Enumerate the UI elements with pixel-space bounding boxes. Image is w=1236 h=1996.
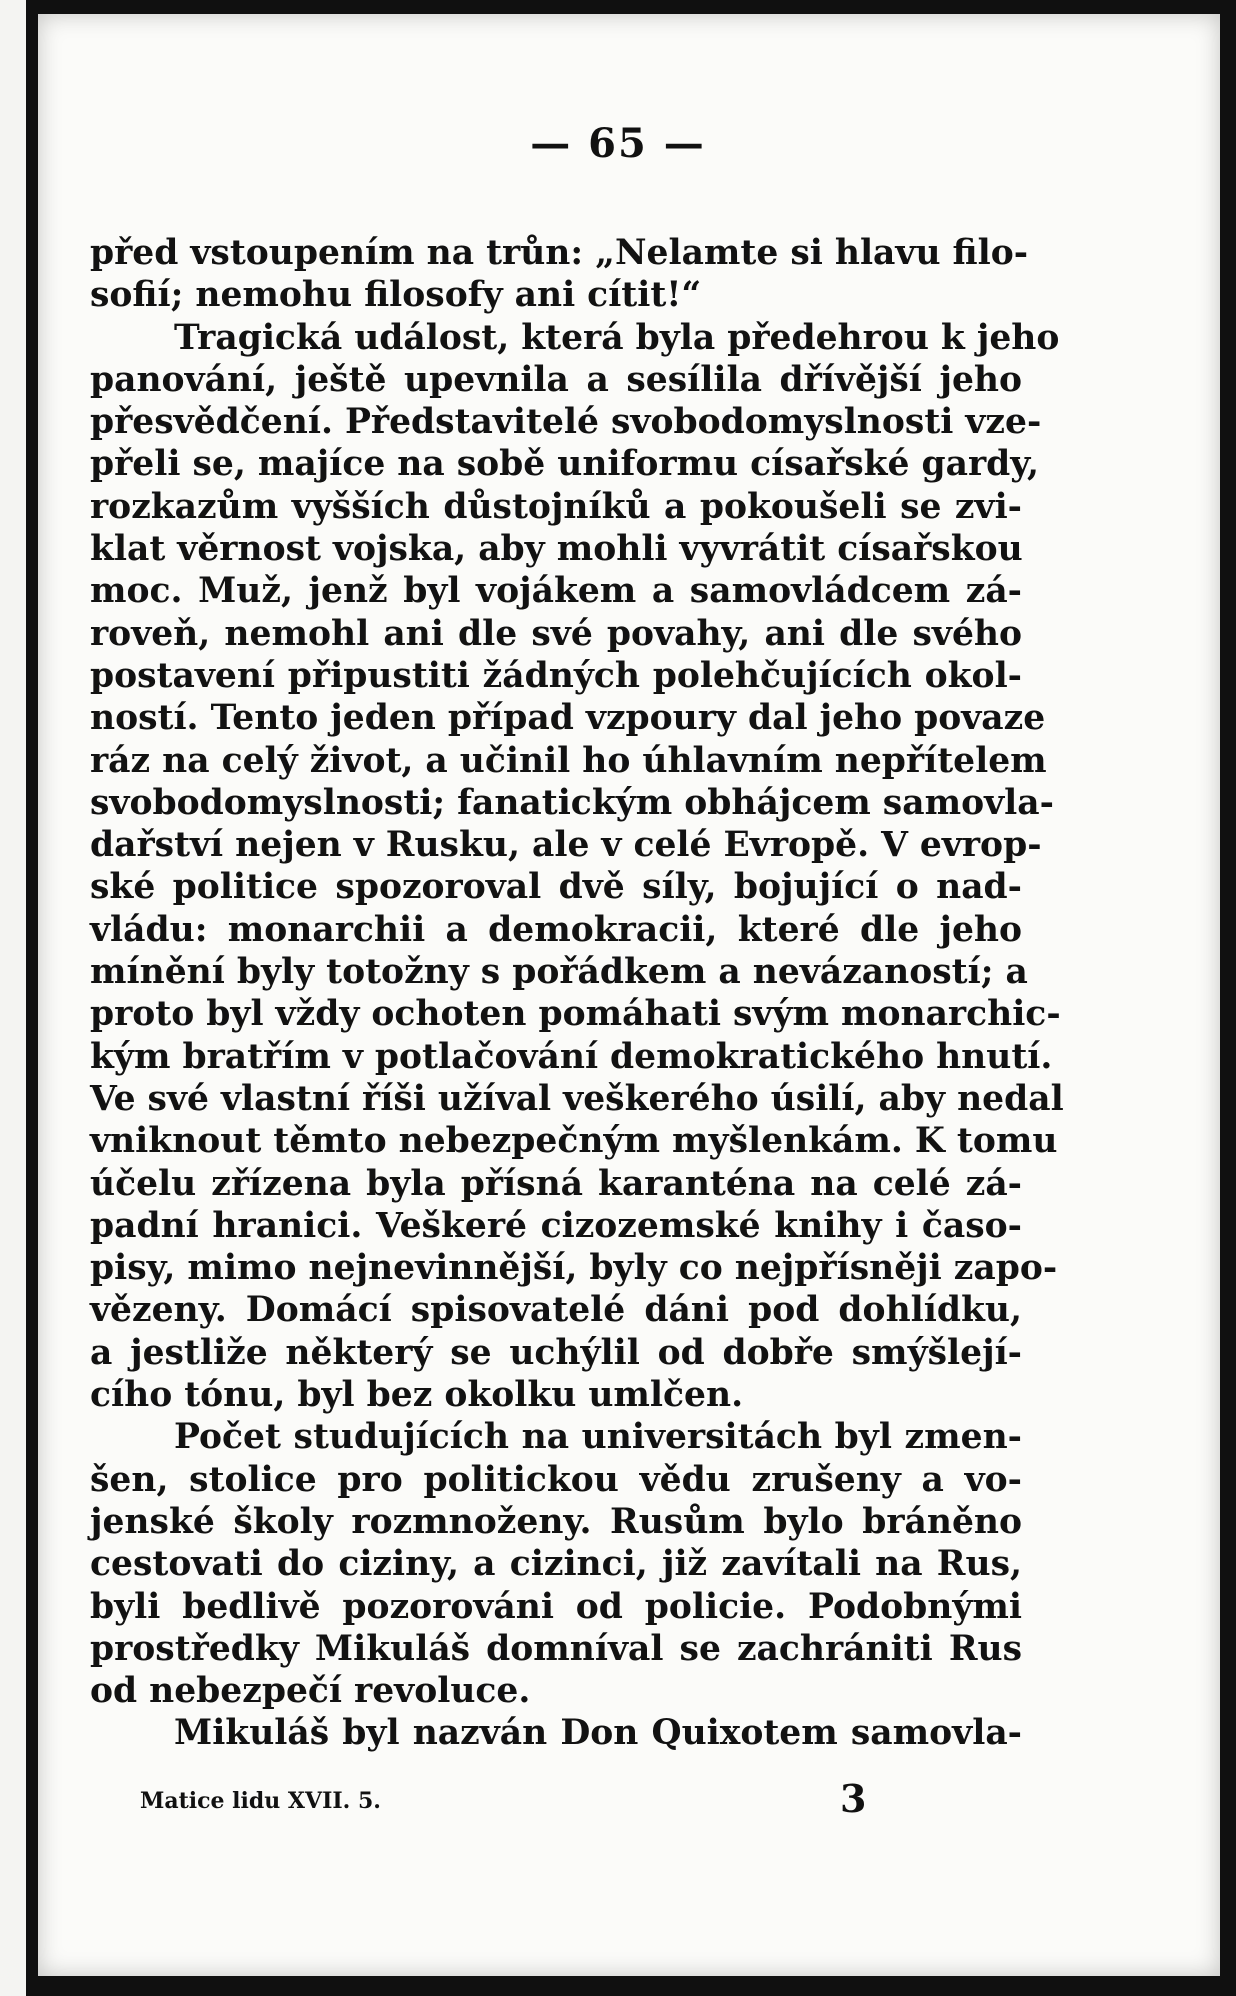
text-line: kým bratřím v potlačování demokratického hnutí. xyxy=(90,1036,1053,1077)
text-line: vězeny. Domácí spisovatelé dáni pod dohlídku, xyxy=(90,1290,1022,1331)
text-line: klat věrnost vojska, aby mohli vyvrátit císařskou xyxy=(90,529,1023,570)
text-line: ností. Tento jeden případ vzpoury dal jeho povaze xyxy=(90,698,1046,739)
text-line: vládu: monarchii a demokracii, které dle jeho xyxy=(90,909,1022,950)
text-line: panování, ještě upevnila a sesílila dřívější jeho xyxy=(90,359,1022,400)
text-line: pisy, mimo nejnevinnější, byly co nejpřísněji zapo- xyxy=(90,1248,1058,1289)
text-line: Ve své vlastní říši užíval veškerého úsilí, aby nedal xyxy=(90,1078,1064,1119)
text-line: účelu zřízena byla přísná karanténa na celé zá- xyxy=(90,1163,1022,1204)
text-line: Tragická událost, která byla předehrou k jeho xyxy=(174,317,1060,358)
text-line: dařství nejen v Rusku, ale v celé Evropě. V evrop- xyxy=(90,825,1042,866)
text-line: Počet studujících na universitách byl zmen- xyxy=(174,1417,1022,1458)
text-line: mínění byly totožny s pořádkem a nevázaností; a xyxy=(90,952,1028,993)
text-line: a jestliže některý se uchýlil od dobře smýšlejí- xyxy=(90,1332,1022,1373)
text-line: cestovati do ciziny, a cizinci, již zavítali na Rus, xyxy=(90,1544,1022,1585)
binding-edge xyxy=(0,0,26,1996)
text-line: proto byl vždy ochoten pomáhati svým monarchic- xyxy=(90,994,1061,1035)
printer-signature: Matice lidu XVII. 5. xyxy=(140,1788,381,1814)
text-line: jenské školy rozmnoženy. Rusům bylo bráněno xyxy=(90,1501,1022,1542)
text-line: rozkazům vyšších důstojníků a pokoušeli se zvi- xyxy=(90,486,1022,527)
text-line: Mikuláš byl nazván Don Quixotem samovla- xyxy=(174,1713,1022,1754)
body-text xyxy=(90,232,1064,1755)
text-line: od nebezpečí revoluce. xyxy=(90,1671,531,1712)
page-number: — 65 — xyxy=(530,120,706,167)
text-line: prostředky Mikuláš domníval se zachrániti Rus xyxy=(90,1628,1022,1669)
page-footer xyxy=(140,1776,900,1826)
sheet-number: 3 xyxy=(840,1776,867,1821)
text-line: postavení připustiti žádných polehčujících okol- xyxy=(90,655,1022,696)
text-line: ráz na celý život, a učinil ho úhlavním nepřítelem xyxy=(90,740,1047,781)
text-line: před vstoupením na trůn: „Nelamte si hlavu filo- xyxy=(90,233,1029,273)
text-line: cího tónu, byl bez okolku umlčen. xyxy=(90,1375,744,1416)
text-line: přesvědčení. Představitelé svobodomyslnosti vze- xyxy=(90,402,1042,443)
text-line: padní hranici. Veškeré cizozemské knihy i časo- xyxy=(90,1205,1022,1246)
text-line: vniknout těmto nebezpečným myšlenkám. K tomu xyxy=(90,1121,1058,1162)
text-line: byli bedlivě pozorováni od policie. Podobnými xyxy=(90,1586,1022,1627)
text-line: sofií; nemohu filosofy ani cítit!“ xyxy=(90,275,702,316)
text-line: přeli se, majíce na sobě uniformu císařské gardy, xyxy=(90,444,1040,485)
text-line: svobodomyslnosti; fanatickým obhájcem samovla- xyxy=(90,782,1054,823)
text-line: moc. Muž, jenž byl vojákem a samovládcem zá- xyxy=(90,571,1022,612)
text-line: šen, stolice pro politickou vědu zrušeny a vo- xyxy=(90,1459,1022,1500)
text-line: ské politice spozoroval dvě síly, bojující o nad- xyxy=(90,867,1022,908)
text-line: roveň, nemohl ani dle své povahy, ani dle svého xyxy=(90,613,1022,654)
